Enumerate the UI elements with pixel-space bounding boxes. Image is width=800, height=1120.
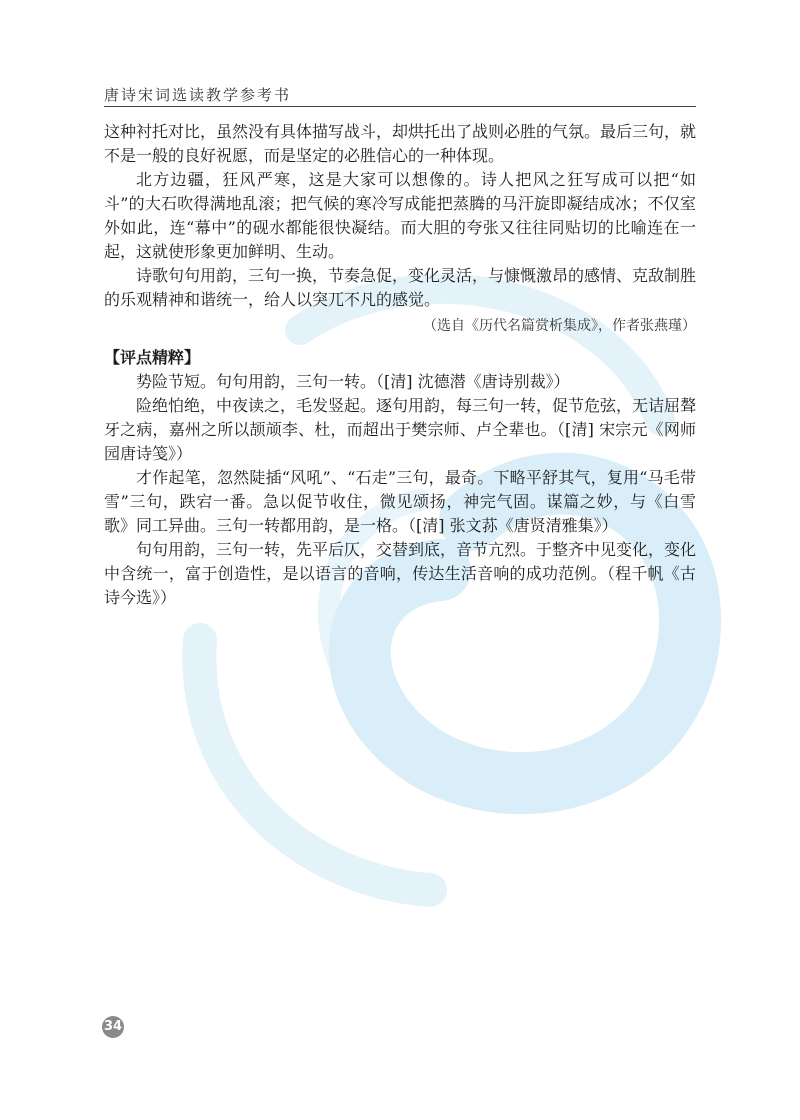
section-title: 【评点精粹】 — [104, 348, 201, 367]
source-citation: （选自《历代名篇赏析集成》，作者张燕瑾） — [423, 318, 696, 334]
comment-paragraph: 才作起笔，忽然陡插“风吼”、“石走”三句，最奇。下略平舒其气，复用“马毛带雪”三句，跌宕一番。急以促节收住，微见颂扬，神完气固。谋篇之妙，与《白雪歌》同工异曲。三句一转都用韵，是一格。（[清] 张文荪《唐贤清雅集》） — [104, 468, 696, 535]
body-paragraph: 这种衬托对比，虽然没有具体描写战斗，却烘托出了战则必胜的气氛。最后三句，就不是一般的良好祝愿，而是坚定的必胜信心的一种体现。 — [104, 122, 697, 165]
header-rule — [104, 106, 696, 107]
comment-paragraph: 势险节短。句句用韵，三句一转。（[清] 沈德潜《唐诗别裁》） — [136, 372, 570, 391]
comment-paragraph: 句句用韵，三句一转，先平后仄，交替到底，音节亢烈。于整齐中见变化，变化中含统一，富于创造性，是以语言的音响，传达生活音响的成功范例。（程千帆《古诗今选》） — [104, 540, 697, 607]
body-paragraph: 北方边疆，狂风严寒，这是大家可以想像的。诗人把风之狂写成可以把“如斗”的大石吹得满地乱滚；把气候的寒冷写成能把蒸腾的马汗旋即凝结成冰；不仅室外如此，连“幕中”的砚水都能很快凝结。而大胆的夸张又往往同贴切的比喻连在一起，这就使形象更加鲜明、生动。 — [104, 170, 696, 261]
page-content — [104, 120, 696, 610]
page-number-badge: 34 — [102, 1016, 124, 1038]
comment-paragraph: 险绝怕绝，中夜读之，毛发竖起。逐句用韵，每三句一转，促节危弦，无诘屈聱牙之病，嘉州之所以颉颃李、杜，而超出于樊宗师、卢仝辈也。（[清] 宋宗元《网师园唐诗笺》） — [104, 396, 697, 463]
running-header-title: 唐诗宋词选读教学参考书 — [104, 86, 292, 104]
body-paragraph: 诗歌句句用韵，三句一换，节奏急促，变化灵活，与慷慨激昂的感情、克敌制胜的乐观精神和谐统一，给人以突兀不凡的感觉。 — [104, 266, 697, 309]
